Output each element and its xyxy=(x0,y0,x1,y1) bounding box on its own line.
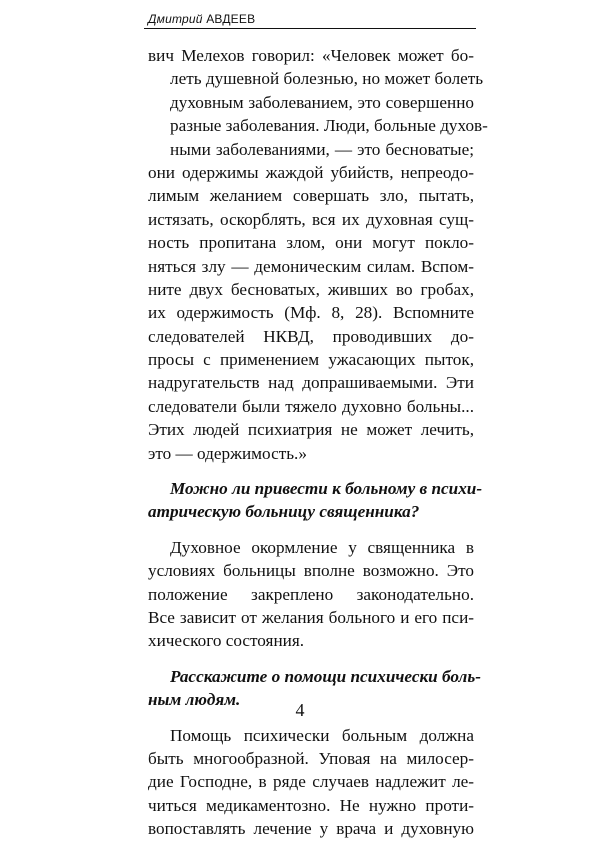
text-line: читься медикаментозно. Не нужно проти- xyxy=(148,795,474,815)
answer-paragraph-1 xyxy=(148,536,474,653)
text-line: лимым желанием совершать зло, пытать, xyxy=(148,186,474,206)
text-line: условиях больницы вполне возможно. Это xyxy=(148,561,474,581)
author-last-name: АВДЕЕВ xyxy=(206,12,256,26)
text-line: ните двух бесноватых, живших во гробах, xyxy=(148,279,474,299)
text-line: леть душевной болезнью, но может болеть xyxy=(170,69,484,89)
text-line: разные заболевания. Люди, больные духов- xyxy=(170,116,488,136)
text-line: следователей НКВД, проводивших до- xyxy=(148,326,474,346)
spacer xyxy=(148,653,474,665)
text-line: дие Господне, в ряде случаев надлежит ле- xyxy=(148,772,474,792)
text-line: истязать, оскорблять, вся их духовная сущ- xyxy=(148,209,474,229)
text-line: вич Мелехов говорил: «Человек может бо- xyxy=(148,46,474,65)
spacer xyxy=(148,524,474,536)
question-heading-1 xyxy=(148,477,483,524)
author-first-name: Дмитрий xyxy=(148,12,203,26)
question-line: Расскажите о помощи психически боль- xyxy=(170,666,481,686)
text-line: они одержимы жаждой убийств, непреодо- xyxy=(148,162,474,182)
text-line: хического состояния. xyxy=(148,631,305,651)
paragraph-continued-quote xyxy=(148,44,488,465)
text-line: ными заболеваниями, — это бесноватые; xyxy=(170,139,474,159)
text-line: Этих людей психиатрия не может лечить, xyxy=(148,420,474,440)
running-header xyxy=(148,12,255,26)
text-line: быть многообразной. Уповая на милосер- xyxy=(148,748,474,768)
text-line: следователи были тяжело духовно больны... xyxy=(148,396,474,416)
text-line: вопоставлять лечение у врача и духовную xyxy=(148,819,474,839)
text-line: это — одержимость.» xyxy=(148,443,307,463)
body-text xyxy=(148,44,488,841)
spacer xyxy=(148,465,474,477)
text-line: Помощь психически больным должна xyxy=(170,725,474,745)
question-line: ным людям. xyxy=(148,690,241,710)
text-line: Все зависит от желания больного и его пси- xyxy=(148,607,474,627)
text-line: просы с применением ужасающих пыток, xyxy=(148,350,474,370)
text-line: положение закреплено законодательно. xyxy=(148,584,474,604)
text-line: духовным заболеванием, это совершенно xyxy=(170,92,474,112)
text-line: няться злу — демоническим силам. Вспом- xyxy=(148,256,474,276)
question-line: Можно ли привести к больному в психи- xyxy=(170,479,483,499)
text-line: Духовное окормление у священника в xyxy=(170,537,474,557)
text-line: надругательств над допрашиваемыми. Эти xyxy=(148,373,474,393)
text-line: их одержимость (Мф. 8, 28). Вспомните xyxy=(148,303,474,323)
answer-paragraph-2 xyxy=(148,724,474,841)
header-rule xyxy=(144,28,476,29)
question-line: атрическую больницу священника? xyxy=(148,502,420,522)
text-line: ность пропитана злом, они могут покло- xyxy=(148,233,474,253)
page-number: 4 xyxy=(295,700,305,720)
